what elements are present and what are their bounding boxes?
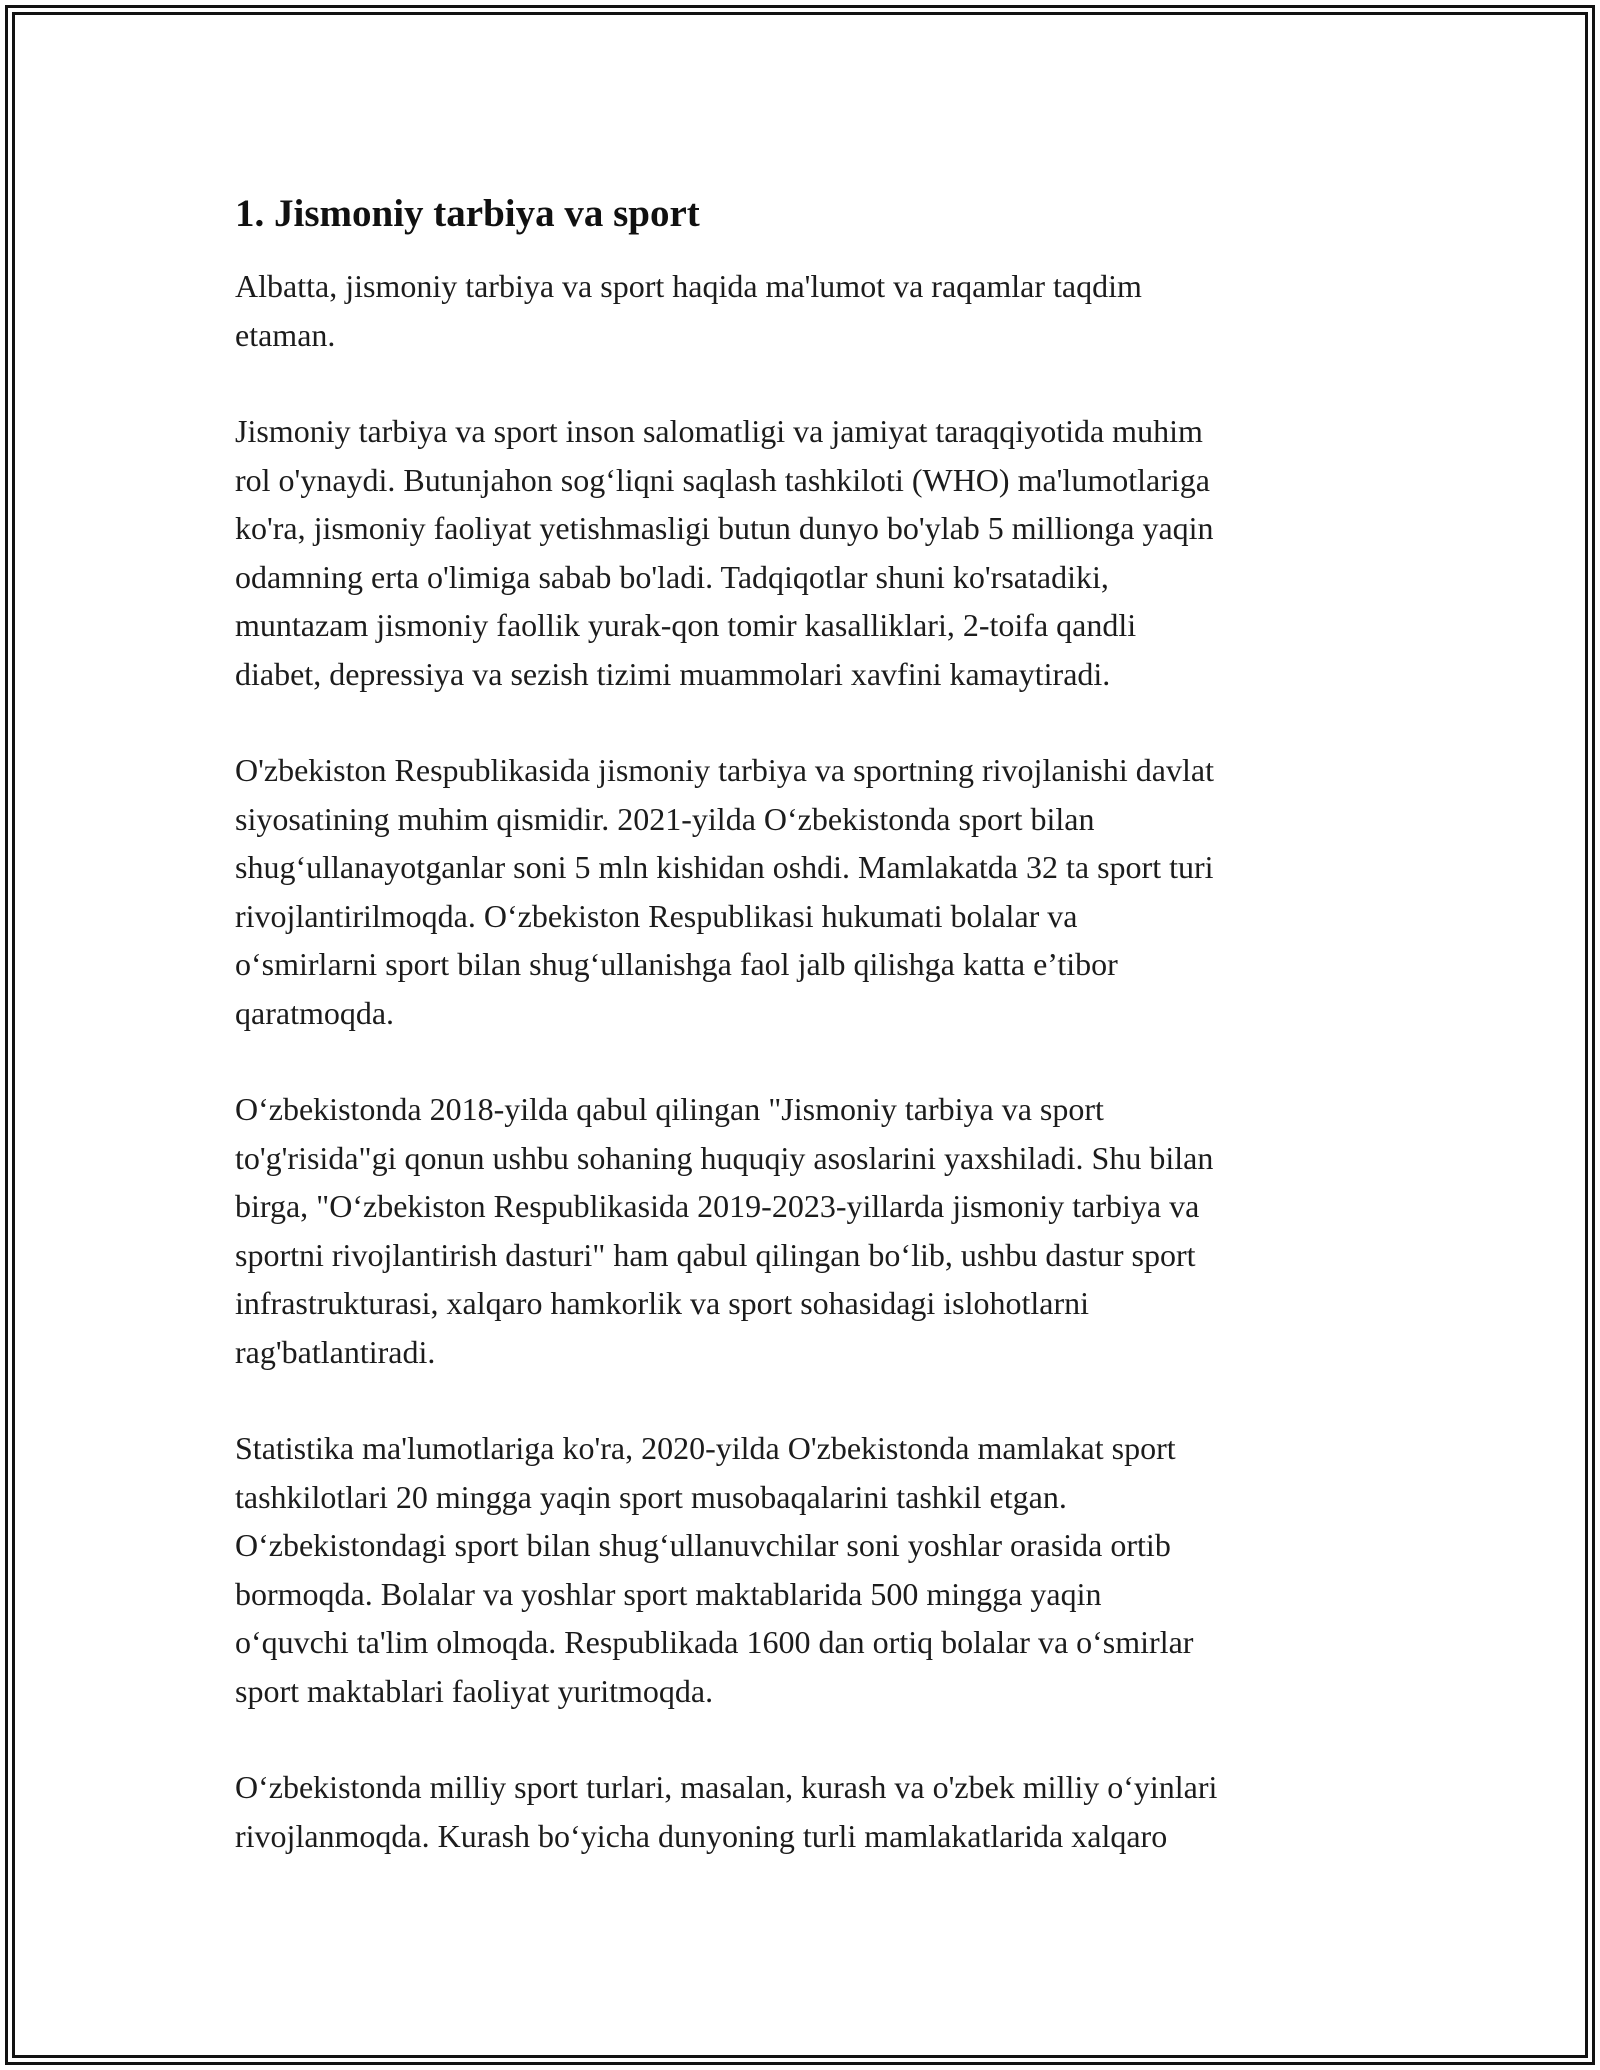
paragraph-legislation: O‘zbekistonda 2018-yilda qabul qilingan "Jismoniy tarbiya va sport to'g'risida"gi qonun ushbu sohaning huquqiy asoslarini yaxshiladi. Shu bilan birga, "O‘zbekiston Respublikasida 2019-2023-yillarda jismoniy tarbiya va sportni rivojlantirish dasturi" ham qabul qilingan bo‘lib, ushbu dastur sport infrastrukturasi, xalqaro hamkorlik va sport sohasidagi islohotlarni rag'batlantiradi.	[235, 1091, 1214, 1370]
paragraph-national-sports: O‘zbekistonda milliy sport turlari, masalan, kurash va o'zbek milliy o‘yinlari rivojlanmoqda. Kurash bo‘yicha dunyoning turli mamlakatlarida xalqaro	[235, 1769, 1218, 1854]
paragraph-intro: Albatta, jismoniy tarbiya va sport haqida ma'lumot va raqamlar taqdim etaman.	[235, 268, 1142, 353]
paragraph-state-policy: O'zbekiston Respublikasida jismoniy tarbiya va sportning rivojlanishi davlat siyosatining muhim qismidir. 2021-yilda O‘zbekistonda sport bilan shug‘ullanayotganlar soni 5 mln kishidan oshdi. Mamlakatda 32 ta sport turi rivojlantirilmoqda. O‘zbekiston Respublikasi hukumati bolalar va o‘smirlarni sport bilan shug‘ullanishga faol jalb qilishga katta e’tibor qaratmoqda.	[235, 752, 1214, 1031]
document-body	[235, 188, 1365, 1908]
paragraph-statistics: Statistika ma'lumotlariga ko'ra, 2020-yilda O'zbekistonda mamlakat sport tashkilotlari 20 mingga yaqin sport musobaqalarini tashkil etgan. O‘zbekistondagi sport bilan shug‘ullanuvchilar soni yoshlar orasida ortib bormoqda. Bolalar va yoshlar sport maktablarida 500 mingga yaqin o‘quvchi ta'lim olmoqda. Respublikada 1600 dan ortiq bolalar va o‘smirlar sport maktablari faoliyat yuritmoqda.	[235, 1430, 1194, 1709]
section-heading: 1. Jismoniy tarbiya va sport	[235, 192, 700, 235]
paragraph-health: Jismoniy tarbiya va sport inson salomatligi va jamiyat taraqqiyotida muhim rol o'ynaydi. Butunjahon sog‘liqni saqlash tashkiloti (WHO) ma'lumotlariga ko'ra, jismoniy faoliyat yetishmasligi butun dunyo bo'ylab 5 millionga yaqin odamning erta o'limiga sabab bo'ladi. Tadqiqotlar shuni ko'rsatadiki, muntazam jismoniy faollik yurak-qon tomir kasalliklari, 2-toifa qandli diabet, depressiya va sezish tizimi muammolari xavfini kamaytiradi.	[235, 413, 1214, 692]
